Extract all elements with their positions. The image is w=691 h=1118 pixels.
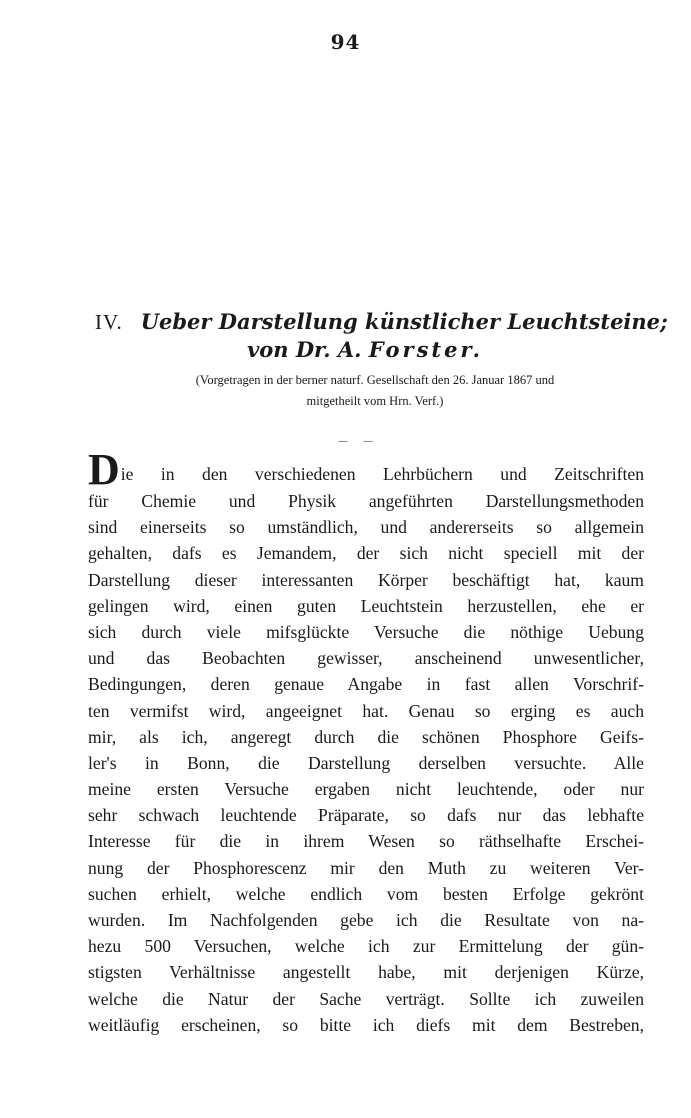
presentation-note-line-2: mitgetheilt vom Hrn. Verf.) xyxy=(306,394,444,408)
separator-rule: — — xyxy=(338,436,380,447)
page-number: 94 xyxy=(330,30,361,54)
body-line: welche die Natur der Sache verträgt. Sollte ich zuweilen xyxy=(88,988,644,1009)
body-text xyxy=(88,445,644,1038)
body-line: suchen erhielt, welche endlich vom besten Erfolge gekrönt xyxy=(88,883,644,904)
body-line: ten vermifst wird, angeeignet hat. Genau so erging es auch xyxy=(88,700,644,721)
body-line: Interesse für die in ihrem Wesen so räthselhafte Erschei- xyxy=(88,831,644,852)
body-line: wurden. Im Nachfolgenden gebe ich die Resultate von na- xyxy=(88,910,644,930)
body-line: Die in den verschiedenen Lehrbüchern und Zeitschriften xyxy=(88,445,644,494)
article-heading xyxy=(95,308,668,412)
body-line: weitläufig erscheinen, so bitte ich diefs mit dem Bestreben, xyxy=(88,1014,644,1035)
body-line: für Chemie und Physik angeführten Darstellungsmethoden xyxy=(88,491,644,511)
body-line: gelingen wird, einen guten Leuchtstein herzustellen, ehe er xyxy=(88,595,644,616)
body-line: ler's in Bonn, die Darstellung derselben versuchte. Alle xyxy=(88,752,644,773)
body-line: meine ersten Versuche ergaben nicht leuchtende, oder nur xyxy=(88,779,644,800)
body-line: sind einerseits so umständlich, und andererseits so allgemein xyxy=(88,517,644,538)
body-line: und das Beobachten gewisser, anscheinend unwesentlicher, xyxy=(88,648,644,669)
body-line: Bedingungen, deren genaue Angabe in fast allen Vorschrif- xyxy=(88,674,644,695)
body-line: stigsten Verhältnisse angestellt habe, mit derjenigen Kürze, xyxy=(88,962,644,983)
article-author-line xyxy=(75,336,655,364)
body-line: sich durch viele mifsglückte Versuche die nöthige Uebung xyxy=(88,621,644,642)
presentation-note xyxy=(95,370,655,412)
body-line: gehalten, dafs es Jemandem, der sich nicht speciell mit der xyxy=(88,543,644,564)
article-title: Ueber Darstellung künstlicher Leuchtsteine; xyxy=(140,309,668,334)
author-name: Forster. xyxy=(368,337,483,362)
body-line: nung der Phosphorescenz mir den Muth zu weiteren Ver- xyxy=(88,857,644,878)
drop-cap: D xyxy=(88,445,120,494)
author-prefix: von Dr. A. xyxy=(247,337,369,362)
article-title-line xyxy=(95,308,668,336)
section-numeral: IV. xyxy=(95,310,123,334)
body-line: sehr schwach leuchtende Präparate, so dafs nur das lebhafte xyxy=(88,805,644,826)
presentation-note-line-1: (Vorgetragen in der berner naturf. Gesellschaft den 26. Januar 1867 und xyxy=(195,373,555,387)
body-line: Darstellung dieser interessanten Körper beschäftigt hat, kaum xyxy=(88,569,644,590)
body-line: mir, als ich, angeregt durch die schönen Phosphore Geifs- xyxy=(88,726,644,747)
body-line: hezu 500 Versuchen, welche ich zur Ermittelung der gün- xyxy=(88,936,644,957)
